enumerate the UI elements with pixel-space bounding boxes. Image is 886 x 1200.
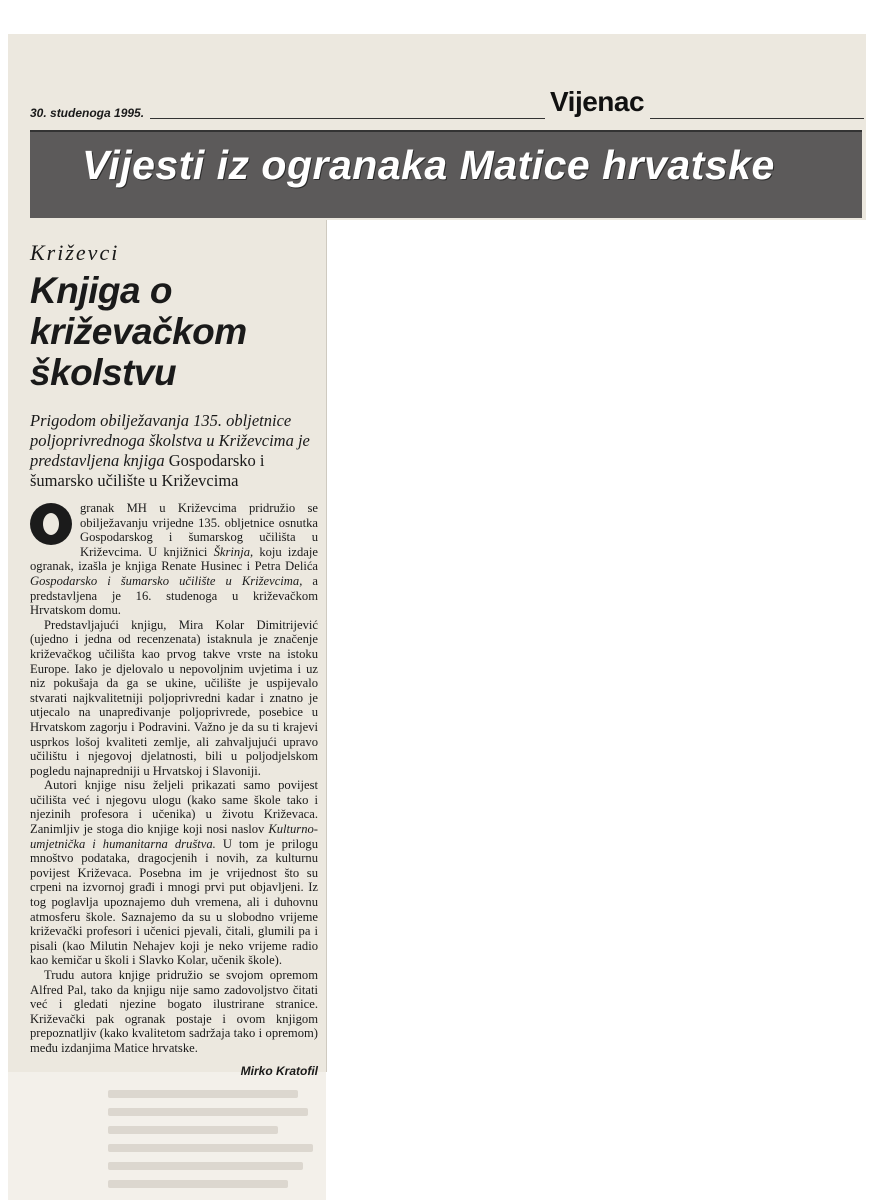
paragraph: [30, 778, 318, 968]
faded-line: [108, 1180, 288, 1188]
paragraph: Predstavljajući knjigu, Mira Kolar Dimitrijević (ujedno i jedna od recenzenata) istaknula je značenje križevačkog učilišta kao prvog takve vrste na istoku Europe. Iako je djelovalo u nepovoljnim uvjetima i uz niz pokušaja da ga se ukine, učilište je uspijevalo stvarati najkvalitetniji poljoprivredni kadar i znatno je utjecalo na unapređivanje poljoprivrede, posebice u Hrvatskom zagorju i Podravini. Važno je da su ti krajevi usprkos lošoj kvaliteti zemlje, ali zahvaljujući upravo učilištu i njegovoj djelatnosti, bili u poljodjelskom pogledu najnapredniji u Hrvatskoj i Slavoniji.: [30, 617, 318, 778]
paragraph-text: U tom je prilogu mnoštvo podataka, dragocjenih i novih, za kulturnu povijest Križevaca. Posebna im je vrijednost što su crpeni na izvornoj građi i mnogi prvi put objavljeni. Iz tog poglavlja upoznajemo duh vremena, ali i duhovnu atmosferu škole. Saznajemo da su u slobodno vrijeme križevački profesori i učenici pjevali, čitali, glumili pa i pisali (kao Milutin Nehajev koji je neko vrijeme radio kao kemičar u školi i Slavko Kolar, učenik škole).: [30, 836, 318, 968]
faded-line: [108, 1144, 313, 1152]
headline-line: križevačkom: [30, 311, 247, 352]
article-lead: [30, 411, 318, 491]
paragraph-emphasis: Kulturno-umjetnička i humanitarna društva.: [30, 822, 318, 851]
headline-line: Knjiga o: [30, 270, 172, 311]
masthead-row: [30, 82, 864, 122]
faded-line: [108, 1162, 303, 1170]
headline-line: školstvu: [30, 352, 177, 393]
paragraph: Trudu autora knjige pridružio se svojom opremom Alfred Pal, tako da knjigu nije samo zadovoljstvo čitati već i gledati njezine bogato ilustrirane stranice. Križevački pak ogranak postaje i ovom knjigom prepoznatljiv (kako kvalitetom sadržaja tako i opremom) među izdanjima Matice hrvatske.: [30, 968, 318, 1055]
newspaper-name: Vijenac: [550, 86, 645, 117]
paragraph-emphasis: Gospodarsko i šumarsko učilište u Križevcima,: [30, 573, 303, 588]
issue-date: 30. studenoga 1995.: [30, 106, 145, 120]
article-kicker: Križevci: [30, 240, 120, 265]
paragraph-text: granak MH u Križevcima pridružio se obilježavanju vrijedne 135. obljetnice osnutka Gospodarskog i šumarskog učilišta u Križevcima. U knjižnici: [80, 501, 318, 559]
lead-italic-text: Prigodom obilježavanja 135. obljetnice poljoprivrednoga školstva u Križevcima je predstavljena knjiga: [30, 411, 310, 470]
paragraph-text: Autori knjige nisu željeli prikazati samo povijest učilišta već i njegovu ulogu (kako same škole tako i njezinih profesora i učenika) u životu Križevaca. Zanimljiv je stoga dio knjige koji nosi naslov: [30, 778, 318, 837]
dropcap-o-icon: [30, 503, 72, 545]
faded-line: [108, 1090, 298, 1098]
masthead-rule-right: [650, 118, 864, 119]
article-body: [30, 501, 318, 1056]
author-signature: Mirko Kratofil: [240, 1063, 318, 1078]
paragraph-emphasis: Škrinja,: [213, 544, 254, 559]
article-headline: [30, 270, 318, 393]
faded-underlying-page: [8, 1072, 326, 1200]
faded-line: [108, 1126, 278, 1134]
section-title: Vijesti iz ogranaka Matice hrvatske: [82, 142, 775, 188]
paragraph-text: a predstavljena je 16. studenoga u križevačkom Hrvatskom domu.: [30, 573, 318, 618]
section-banner: [30, 130, 862, 218]
lead-book-title: Gospodarsko i šumarsko učilište u Križevcima: [30, 451, 265, 490]
article: [30, 232, 318, 1078]
paragraph-text: koju izdaje ogranak, izašla je knjiga Renate Husinec i Petra Delića: [30, 544, 318, 574]
paragraph: [30, 501, 318, 618]
masthead-rule-left: [150, 118, 545, 119]
faded-line: [108, 1108, 308, 1116]
